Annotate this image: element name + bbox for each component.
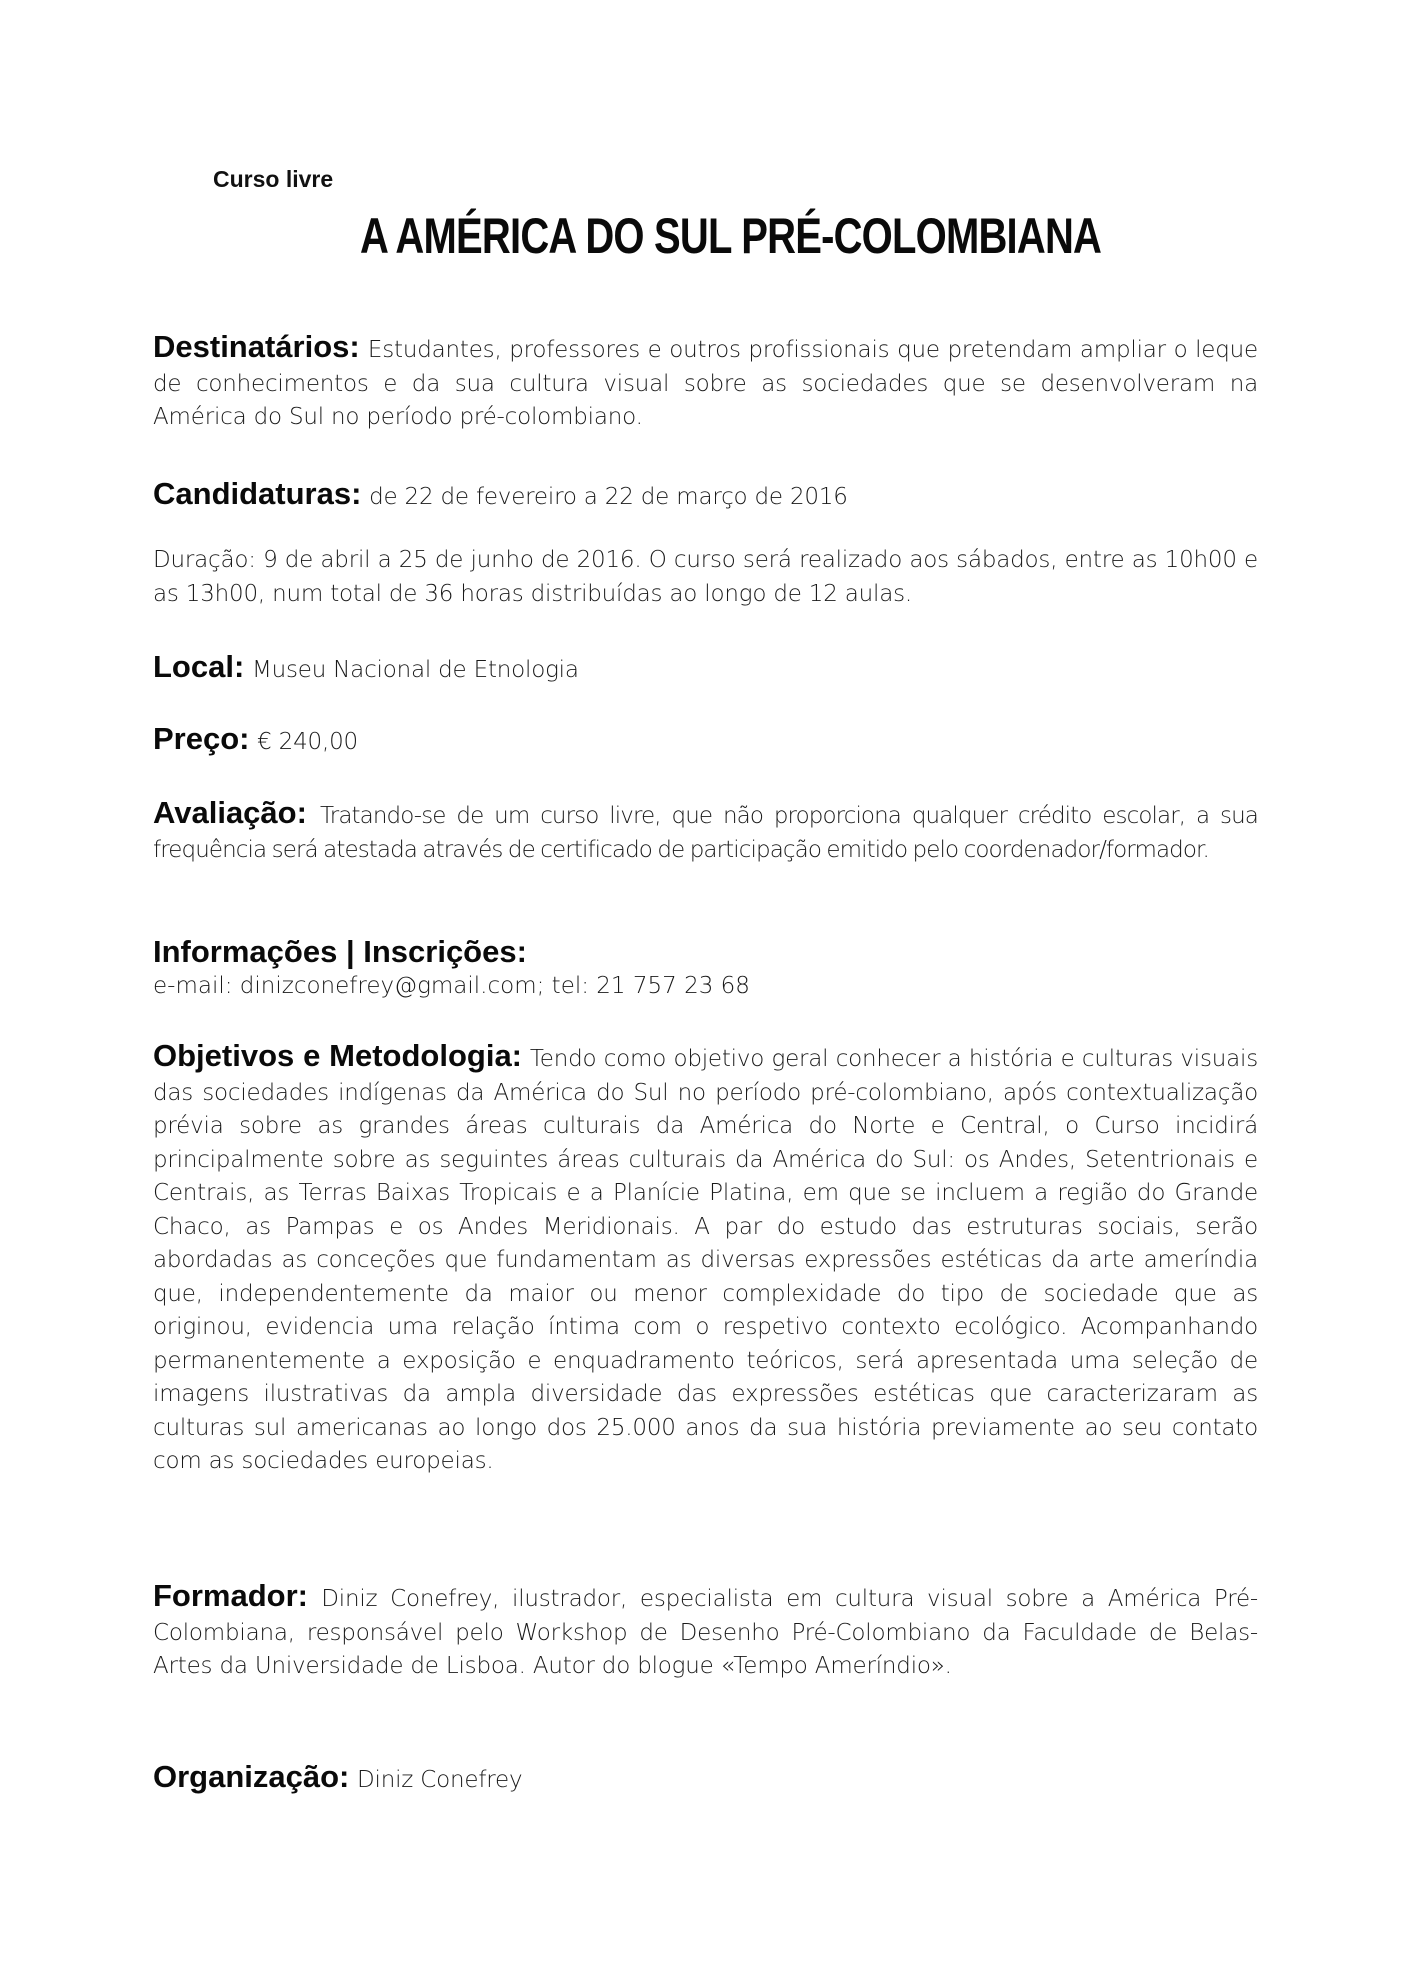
section-label: Local: — [153, 649, 245, 684]
section-label: Organização: — [153, 1759, 350, 1794]
section-duracao — [153, 543, 1258, 610]
section-preco — [153, 723, 1258, 759]
section-candidaturas — [153, 478, 1258, 514]
contact-line — [153, 970, 1258, 1003]
section-text: Estudantes, professores e outros profissionais que pretendam ampliar o leque de conhecimentos e da sua cultura visual sobre as sociedades que se desenvolveram na América do Sul no período pré-colombiano. — [153, 337, 1258, 430]
section-label: Informações | Inscrições: — [153, 934, 527, 969]
section-formador — [153, 1580, 1258, 1683]
section-label: Avaliação: — [153, 795, 307, 830]
email-link[interactable]: dinizconefrey@gmail.com — [239, 973, 537, 999]
section-label: Destinatários: — [153, 329, 360, 364]
section-text: Tratando-se de um curso livre, que não proporciona qualquer crédito escolar, a sua frequência será atestada através de certificado de participação emitido pelo coordenador/formador. — [153, 803, 1258, 863]
section-label: Candidaturas: — [153, 476, 362, 511]
phone-number[interactable]: 21 757 23 68 — [596, 973, 750, 999]
document-title: A AMÉRICA DO SUL PRÉ-COLOMBIANA — [360, 208, 1102, 264]
section-text: Tendo como objetivo geral conhecer a história e culturas visuais das sociedades indígenas da América do Sul no período pré-colombiano, após contextualização prévia sobre as grandes áreas culturais da América do Norte e Central, o Curso incidirá principalmente sobre as seguintes áreas culturais da América do Sul: os Andes, Setentrionais e Centrais, as Terras Baixas Tropicais e a Planície Platina, em que se incluem a região do Grande Chaco, as Pampas e os Andes Meridionais. A par do estudo das estruturas sociais, serão abordadas as conceções que fundamentam as diversas expressões estéticas da arte ameríndia que, independentemente da maior ou menor complexidade do tipo de sociedade que as originou, evidencia uma relação íntima com o respetivo contexto ecológico. Acompanhando permanentemente a exposição e enquadramento teóricos, será apresentada uma seleção de imagens ilustrativas da ampla diversidade das expressões estéticas que caracterizaram as culturas sul americanas ao longo dos 25.000 anos da sua história previamente ao seu contato com as sociedades europeias. — [153, 1046, 1258, 1474]
section-destinatarios — [153, 331, 1258, 434]
tel-prefix: ; tel: — [536, 973, 597, 999]
section-text: Museu Nacional de Etnologia — [251, 657, 579, 683]
course-type-label: Curso livre — [213, 166, 334, 192]
section-objetivos — [153, 1040, 1258, 1478]
section-label: Preço: — [153, 721, 250, 756]
section-text: Diniz Conefrey — [357, 1767, 523, 1793]
section-text: Duração: 9 de abril a 25 de junho de 2016. O curso será realizado aos sábados, entre as 10h00 e as 13h00, num total de 36 horas distribuídas ao longo de 12 aulas. — [153, 547, 1258, 607]
price-value: € 240,00 — [257, 729, 358, 755]
section-label: Objetivos e Metodologia: — [153, 1038, 523, 1073]
section-organizacao — [153, 1761, 1258, 1797]
section-avaliacao — [153, 797, 1258, 866]
section-label: Formador: — [153, 1578, 308, 1613]
section-informacoes — [153, 934, 1258, 1003]
section-text: Diniz Conefrey, ilustrador, especialista em cultura visual sobre a América Pré-Colombiana, responsável pelo Workshop de Desenho Pré-Colombiano da Faculdade de Belas-Artes da Universidade de Lisboa. Autor do blogue «Tempo Ameríndio». — [153, 1586, 1258, 1679]
section-text: de 22 de fevereiro a 22 de março de 2016 — [369, 484, 848, 510]
section-local — [153, 651, 1258, 687]
email-prefix: e-mail: — [153, 973, 240, 999]
